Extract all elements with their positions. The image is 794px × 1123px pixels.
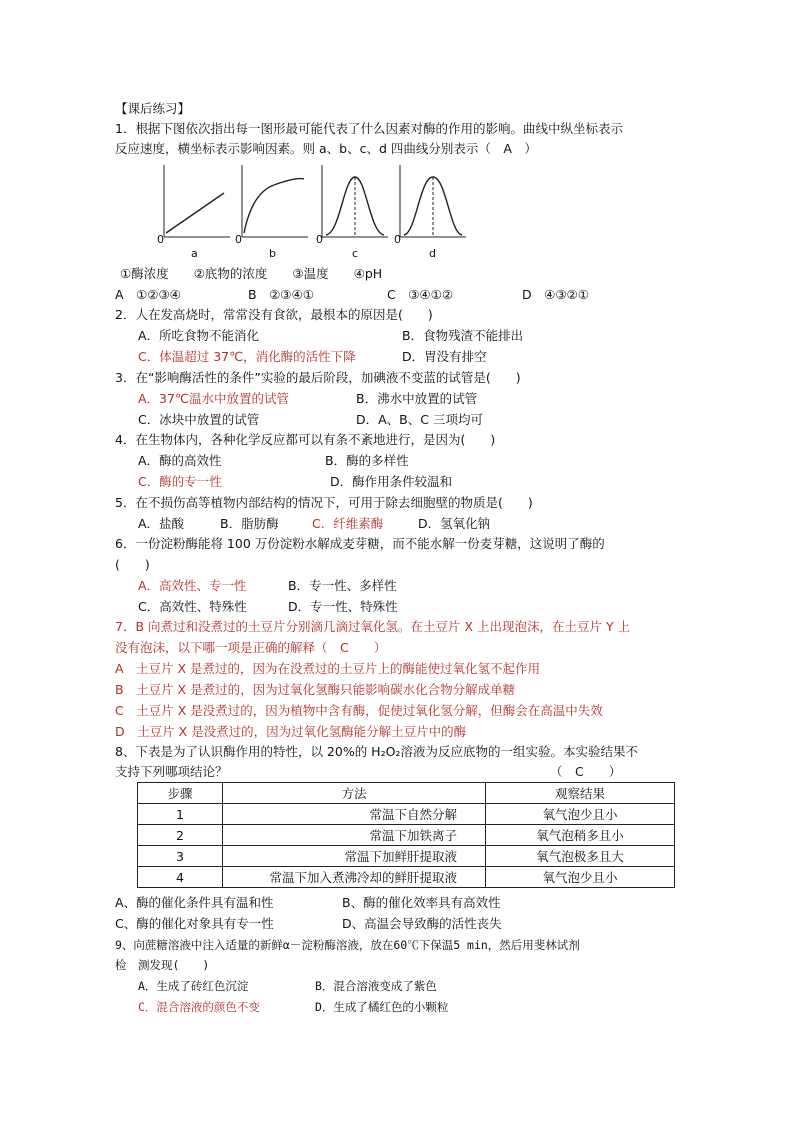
chart-c-origin: 0: [316, 233, 323, 246]
q5-option-d: D．氢氧化钠: [418, 516, 491, 531]
q3-option-a: A．37℃温水中放置的试管: [138, 391, 289, 406]
q8-option-a: A、酶的催化条件具有温和性: [115, 895, 274, 910]
q6-stem-line1: 6．一份淀粉酶能将 100 万份淀粉水解成麦芽糖，而不能水解一份麦芽糖，这说明了酶的: [115, 536, 605, 551]
q6-option-a: A．高效性、专一性: [138, 578, 247, 593]
q1-option-c: C ③④①②: [387, 287, 454, 302]
q6-stem-line2: ( ): [115, 557, 150, 572]
q1-option-a: A ①②③④: [115, 287, 181, 302]
q9-stem-line2: 检 测发现( ): [115, 958, 210, 972]
q9-option-a: A．生成了砖红色沉淀: [138, 979, 249, 993]
chart-d-origin: 0: [394, 233, 401, 246]
q1-stem-line1: 1．根据下图依次指出每一图形最可能代表了什么因素对酶的作用的影响。曲线中纵坐标表示: [115, 121, 623, 136]
chart-b-origin: 0: [235, 233, 242, 246]
experiment-table: [137, 782, 675, 888]
q2-option-d: D．胃没有排空: [402, 349, 487, 364]
q8-option-b: B、酶的催化效率具有高效性: [342, 895, 501, 910]
chart-d-label: d: [429, 247, 436, 260]
chart-a-origin: 0: [157, 233, 164, 246]
q2-option-b: B．食物残渣不能排出: [402, 328, 524, 343]
q3-option-b: B．沸水中放置的试管: [356, 391, 478, 406]
curve-bell: [326, 177, 384, 235]
table-header-result: 观察结果: [486, 783, 675, 804]
q8-option-c: C、酶的催化对象具有专一性: [115, 916, 274, 931]
q3-stem: 3．在“影响酶活性的条件”实验的最后阶段，加碘液不变蓝的试管是( ): [115, 370, 521, 385]
table-header-method: 方法: [223, 783, 486, 804]
table-cell-result: 氧气泡少且小: [486, 804, 675, 825]
q8-stem-line2: 支持下列哪项结论？: [115, 764, 228, 779]
chart-a: [160, 163, 232, 241]
table-cell-result: 氧气泡少且小: [486, 867, 675, 888]
q5-option-a: A．盐酸: [138, 516, 185, 531]
q3-option-d: D．A、B、C 三项均可: [356, 412, 483, 427]
curve-saturating: [244, 179, 304, 233]
q7-stem-line2: 没有泡沫，以下哪一项是正确的解释（ C ）: [115, 640, 387, 655]
table-header-row: [138, 783, 675, 804]
chart-d: [396, 163, 468, 241]
curve-bell: [404, 177, 462, 235]
table-cell-step: 2: [138, 825, 223, 846]
q8-stem-line1: 8、下表是为了认识酶作用的特性，以 20%的 H₂O₂溶液为反应底物的一组实验。本实验结果不: [115, 744, 638, 759]
q7-stem-line1: 7．B 向煮过和没煮过的土豆片分别滴几滴过氧化氢。在土豆片 X 上出现泡沫，在土豆片 Y 上: [115, 619, 631, 634]
table-cell-method: 常温下加鲜肝提取液: [223, 846, 486, 867]
table-row: [138, 846, 675, 867]
q4-option-d: D．酶作用条件较温和: [330, 474, 453, 489]
q4-option-b: B．酶的多样性: [325, 453, 409, 468]
q7-option-d: D 土豆片 X 是没煮过的，因为过氧化氢酶能分解土豆片中的酶: [115, 724, 467, 739]
q9-option-b: B．混合溶液变成了紫色: [315, 979, 437, 993]
table-cell-method: 常温下加入煮沸冷却的鲜肝提取液: [223, 867, 486, 888]
q2-option-a: A．所吃食物不能消化: [138, 328, 260, 343]
table-cell-result: 氧气泡极多且大: [486, 846, 675, 867]
table-row: [138, 867, 675, 888]
table-cell-result: 氧气泡稍多且小: [486, 825, 675, 846]
curve-linear: [166, 193, 224, 233]
q5-stem: 5．在不损伤高等植物内部结构的情况下，可用于除去细胞壁的物质是( ): [115, 495, 533, 510]
table-cell-method: 常温下自然分解: [223, 804, 486, 825]
q7-option-b: B 土豆片 X 是煮过的，因为过氧化氢酶只能影响碳水化合物分解成单糖: [115, 682, 516, 697]
q9-option-c: C．混合溶液的颜色不变: [138, 1000, 260, 1014]
q5-option-c: C．纤维素酶: [312, 516, 384, 531]
q6-option-b: B．专一性、多样性: [288, 578, 397, 593]
q6-option-c: C．高效性、特殊性: [138, 599, 247, 614]
q7-option-c: C 土豆片 X 是没煮过的，因为植物中含有酶，促使过氧化氢分解，但酶会在高温中失效: [115, 703, 603, 718]
table-row: [138, 825, 675, 846]
q2-stem: 2．人在发高烧时，常常没有食欲，最根本的原因是( ): [115, 307, 433, 322]
q1-factors: ①酶浓度 ②底物的浓度 ③温度 ④pH: [120, 266, 383, 281]
q2-option-c: C．体温超过 37℃，消化酶的活性下降: [138, 349, 356, 364]
chart-c-label: c: [352, 247, 359, 260]
q1-stem-line2: 反应速度，横坐标表示影响因素。则 a、b、c、d 四曲线分别表示（ A ）: [115, 141, 537, 156]
section-heading: 【课后练习】: [115, 101, 191, 116]
q7-option-a: A 土豆片 X 是煮过的，因为在没煮过的土豆片上的酶能使过氧化氢不起作用: [115, 661, 541, 676]
table-cell-step: 3: [138, 846, 223, 867]
chart-c: [318, 163, 390, 241]
q4-option-c: C．酶的专一性: [138, 474, 222, 489]
q9-option-d: D．生成了橘红色的小颗粒: [315, 1000, 449, 1014]
q1-option-b: B ②③④①: [248, 287, 314, 302]
chart-b-label: b: [269, 247, 276, 260]
table-cell-method: 常温下加铁离子: [223, 825, 486, 846]
q9-stem-line1: 9、向蔗糖溶液中注入适量的新鲜α－淀粉酶溶液，放在60℃下保温5 min，然后用斐林试剂: [115, 938, 580, 952]
chart-a-label: a: [191, 247, 198, 260]
q4-stem: 4．在生物体内，各种化学反应都可以有条不紊地进行，是因为( ): [115, 432, 496, 447]
chart-b: [238, 163, 310, 241]
q3-option-c: C．冰块中放置的试管: [138, 412, 260, 427]
q8-answer: （ C ）: [550, 764, 622, 779]
q8-option-d: D、高温会导致酶的活性丧失: [342, 916, 502, 931]
table-row: [138, 804, 675, 825]
q1-option-d: D ④③②①: [522, 287, 589, 302]
q4-option-a: A．酶的高效性: [138, 453, 222, 468]
q5-option-b: B．脂肪酶: [220, 516, 279, 531]
table-header-step: 步骤: [138, 783, 223, 804]
q6-option-d: D．专一性、特殊性: [288, 599, 398, 614]
table-cell-step: 1: [138, 804, 223, 825]
table-cell-step: 4: [138, 867, 223, 888]
